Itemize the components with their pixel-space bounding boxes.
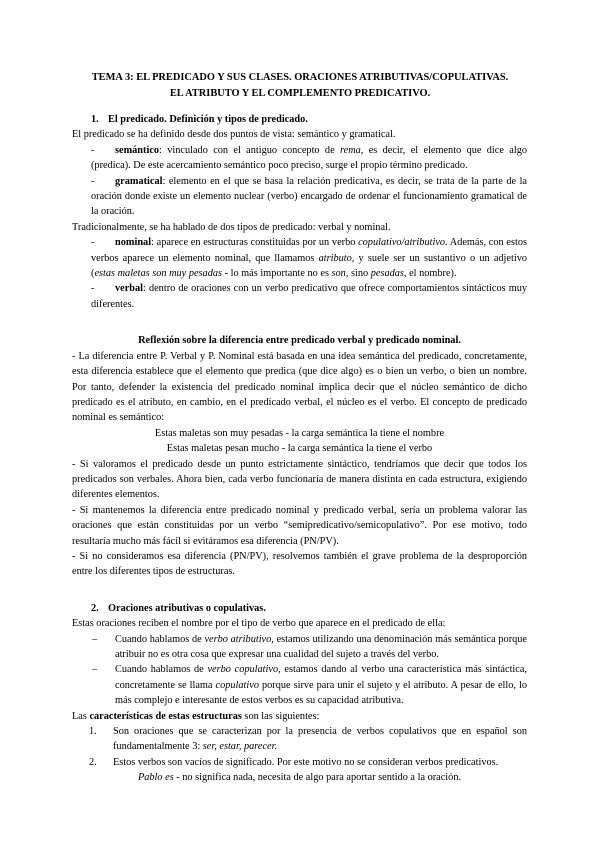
bullet-atributivo: ‒ Cuando hablamos de verbo atributivo, estamos utilizando una denominación más semántica porque atribuir no es otra cosa que expresar una cualidad del sujeto a través del verbo. xyxy=(92,633,527,660)
reflection-paragraph-1: - La diferencia entre P. Verbal y P. Nominal está basada en una idea semántica del predicado, concretamente, esta diferencia establece que el elemento que predica (que dice algo) es o bien un verbo, o bien un nombre. Por tanto, defender la existencia del predicado nominal implica decir que el núcleo semántico de dicho predicado es el atributo, en cambio, en el predicado verbal, el núcleo es el verbo. El concepto de predicado nominal es semántico: xyxy=(72,350,527,424)
ordered-item-2: 2. Estos verbos son vacíos de significado. Por este motivo no se consideran verbos predicativos. xyxy=(89,756,499,768)
ordered-item-1: 1. Son oraciones que se caracterizan por la presencia de verbos copulativos que en español son fundamentalmente 3: ser, estar, parecer. xyxy=(89,726,527,753)
caracteristicas-intro: Las características de estas estructuras son las siguientes: xyxy=(72,710,320,722)
section-1-intro: El predicado se ha definido desde dos puntos de vista: semántico y gramatical. xyxy=(72,129,396,141)
list-item-verbal: - verbal: dentro de oraciones con un verbo predicativo que ofrece comportamientos sintácticos muy diferentes. xyxy=(91,283,527,310)
reflection-heading: Reflexión sobre la diferencia entre predicado verbal y predicado nominal. xyxy=(138,335,461,347)
example-1: Estas maletas son muy pesadas - la carga semántica la tiene el nombre xyxy=(154,427,445,439)
list-item-semantico: - semántico: vinculado con el antiguo concepto de rema, es decir, el elemento que dice algo (predica). De este acercamiento semántico poco preciso, surge el propio término predicado. xyxy=(91,144,527,172)
reflection-paragraph-2: - Si valoramos el predicado desde un punto estrictamente sintáctico, tendríamos que decir que todos los predicados son verbales. Ahora bien, cada verbo funcionaría de manera distinta en cada estructura, exigiendo diferentes elementos. xyxy=(72,458,527,501)
section-2-intro: Estas oraciones reciben el nombre por el tipo de verbo que aparece en el predicado de ella: xyxy=(72,618,446,630)
title-line-1: TEMA 3: EL PREDICADO Y SUS CLASES. ORACIONES ATRIBUTIVAS/COPULATIVAS. xyxy=(91,72,509,83)
section-2-heading: 2. Oraciones atributivas o copulativas. xyxy=(91,602,266,614)
example-pablo-es: Pablo es - no significa nada, necesita de algo para aportar sentido a la oración. xyxy=(137,772,462,784)
bullet-copulativo: ‒ Cuando hablamos de verbo copulativo, estamos dando al verbo una característica más sintáctica, concretamente se llama copulativo porque sirve para unir el sujeto y el atributo. A pesar de ello, lo más complejo e interesante de estos verbos es su capacidad atributiva. xyxy=(92,664,528,707)
example-2: Estas maletas pesan mucho - la carga semántica la tiene el verbo xyxy=(166,443,433,455)
reflection-paragraph-4: - Si no consideramos esa diferencia (PN/PV), resolvemos también el grave problema de la desproporción entre los diferentes tipos de estructuras. xyxy=(72,550,527,578)
title-line-2: EL ATRIBUTO Y EL COMPLEMENTO PREDICATIVO. xyxy=(169,87,431,99)
list-item-gramatical: - gramatical: elemento en el que se basa la relación predicativa, es decir, se trata de la parte de la oración donde existe un elemento nuclear (verbo) encargado de ordenar el funcionamiento gramatical de la oración. xyxy=(91,175,527,218)
document-title xyxy=(60,70,540,101)
tradicionalmente-text: Tradicionalmente, se ha hablado de dos tipos de predicado: verbal y nominal. xyxy=(72,221,391,233)
reflection-paragraph-3: - Si mantenemos la diferencia entre predicado nominal y predicado verbal, sería un problema valorar las oraciones que están constituidas por un verbo “semipredicativo/semicopulativo”. Por ese motivo, todo resultaría mucho más fácil si evitáramos esa diferencia (PN/PV). xyxy=(72,504,527,547)
document-body xyxy=(72,112,527,786)
section-1-heading: 1. El predicado. Definición y tipos de predicado. xyxy=(91,114,308,125)
list-item-nominal: - nominal: aparece en estructuras constituidas por un verbo copulativo/atributivo. Además, con estos verbos aparece un elemento nominal, que llamamos atributo, y suele ser un sustantivo o un adjetivo (estas maletas son muy pesadas - lo más importante no es son, sino pesadas, el nombre). xyxy=(91,237,527,280)
